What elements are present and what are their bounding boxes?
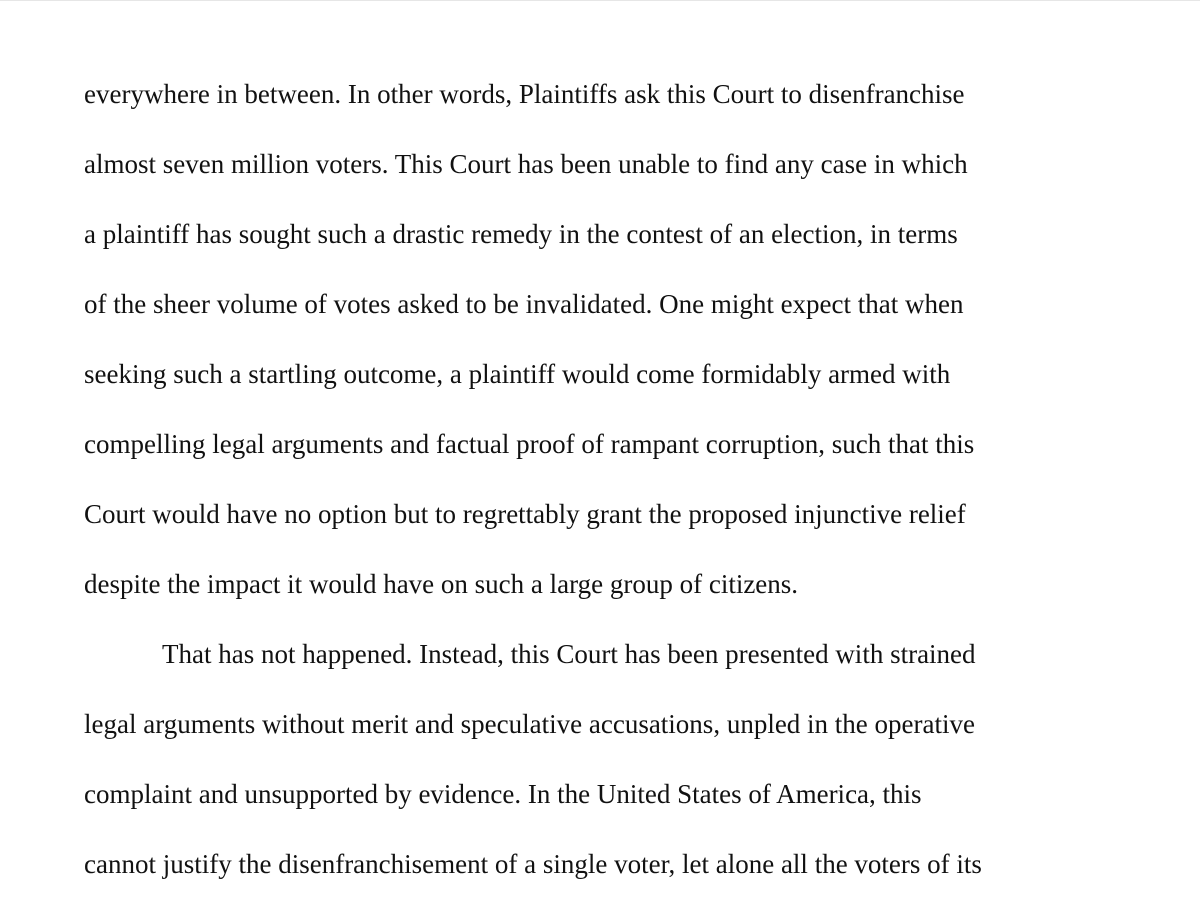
text-line: Court would have no option but to regrettably grant the proposed injunctive relief bbox=[84, 499, 966, 529]
text-line: seeking such a startling outcome, a plaintiff would come formidably armed with bbox=[84, 359, 951, 389]
text-line: a plaintiff has sought such a drastic remedy in the contest of an election, in terms bbox=[84, 219, 958, 249]
text-line: compelling legal arguments and factual proof of rampant corruption, such that this bbox=[84, 429, 975, 459]
text-line: despite the impact it would have on such a large group of citizens. bbox=[84, 569, 799, 599]
text-line: complaint and unsupported by evidence. In the United States of America, this bbox=[84, 779, 922, 809]
text-line: cannot justify the disenfranchisement of a single voter, let alone all the voters of its bbox=[84, 849, 982, 879]
text-line: almost seven million voters. This Court has been unable to find any case in which bbox=[84, 149, 968, 179]
text-line: of the sheer volume of votes asked to be invalidated. One might expect that when bbox=[84, 289, 964, 319]
text-line: everywhere in between. In other words, Plaintiffs ask this Court to disenfranchise bbox=[84, 79, 965, 109]
text-line: legal arguments without merit and speculative accusations, unpled in the operative bbox=[84, 709, 975, 739]
paragraph-start-line: That has not happened. Instead, this Court has been presented with strained bbox=[162, 639, 976, 669]
document-body bbox=[84, 59, 1124, 899]
